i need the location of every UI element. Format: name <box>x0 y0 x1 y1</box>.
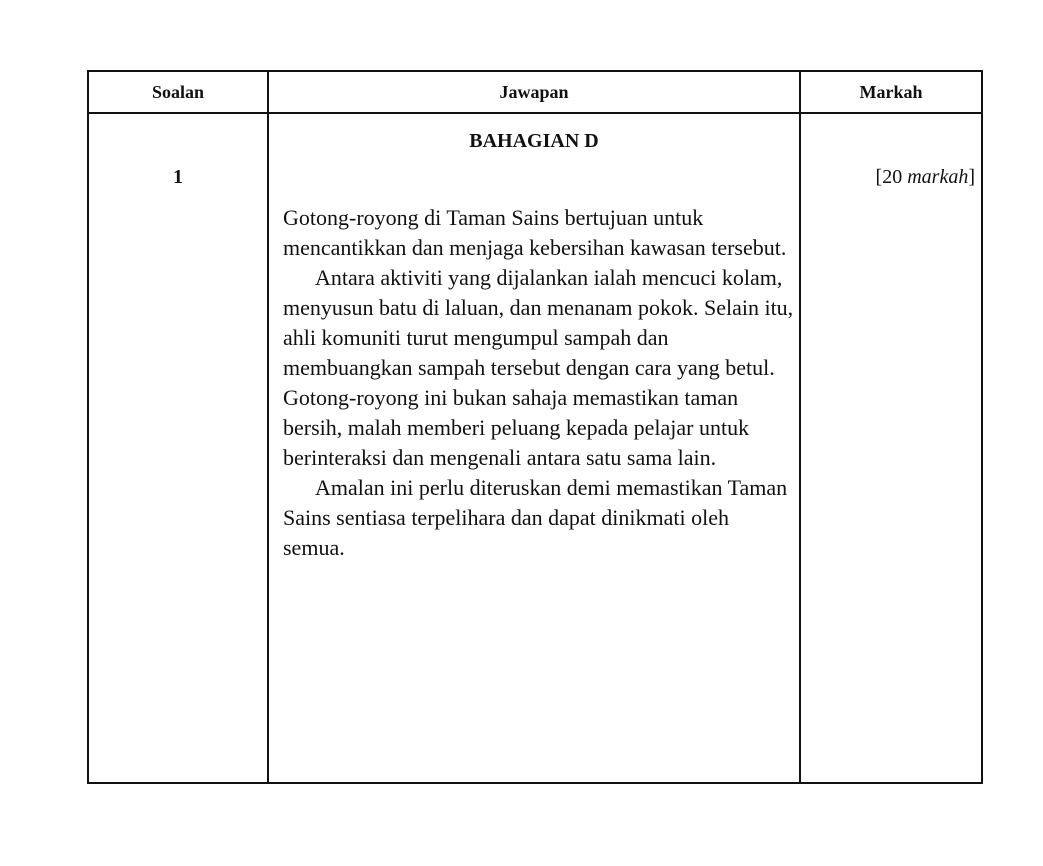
answer-paragraph-3: Amalan ini perlu diteruskan demi memastikan Taman Sains sentiasa terpelihara dan dapat dinikmati oleh semua. <box>283 475 788 560</box>
answer-table <box>87 70 983 784</box>
marks-value <box>801 114 981 189</box>
marks-close: ] <box>968 166 975 188</box>
question-number: 1 <box>173 166 183 188</box>
answer-paragraph-1: Gotong-royong di Taman Sains bertujuan untuk mencantikkan dan menjaga kebersihan kawasan tersebut. <box>283 205 787 260</box>
answer-paragraph-2: Antara aktiviti yang dijalankan ialah mencuci kolam, menyusun batu di laluan, dan menanam pokok. Selain itu, ahli komuniti turut mengumpul sampah dan membuangkan sampah tersebut dengan cara yang betul. Gotong-royong ini bukan sahaja memastikan taman bersih, malah memberi peluang kepada pelajar untuk berinteraksi dan mengenali antara satu sama lain. <box>283 265 794 470</box>
marks-cell <box>800 113 982 783</box>
header-marks: Markah <box>800 71 982 113</box>
marks-open: [20 <box>875 166 908 188</box>
question-cell <box>88 113 268 783</box>
section-title: BAHAGIAN D <box>469 130 599 152</box>
answer-text <box>269 153 799 563</box>
answer-cell <box>268 113 800 783</box>
table-header-row <box>88 71 982 113</box>
header-answer: Jawapan <box>268 71 800 113</box>
marks-word: markah <box>907 166 969 188</box>
header-question: Soalan <box>88 71 268 113</box>
table-row <box>88 113 982 783</box>
